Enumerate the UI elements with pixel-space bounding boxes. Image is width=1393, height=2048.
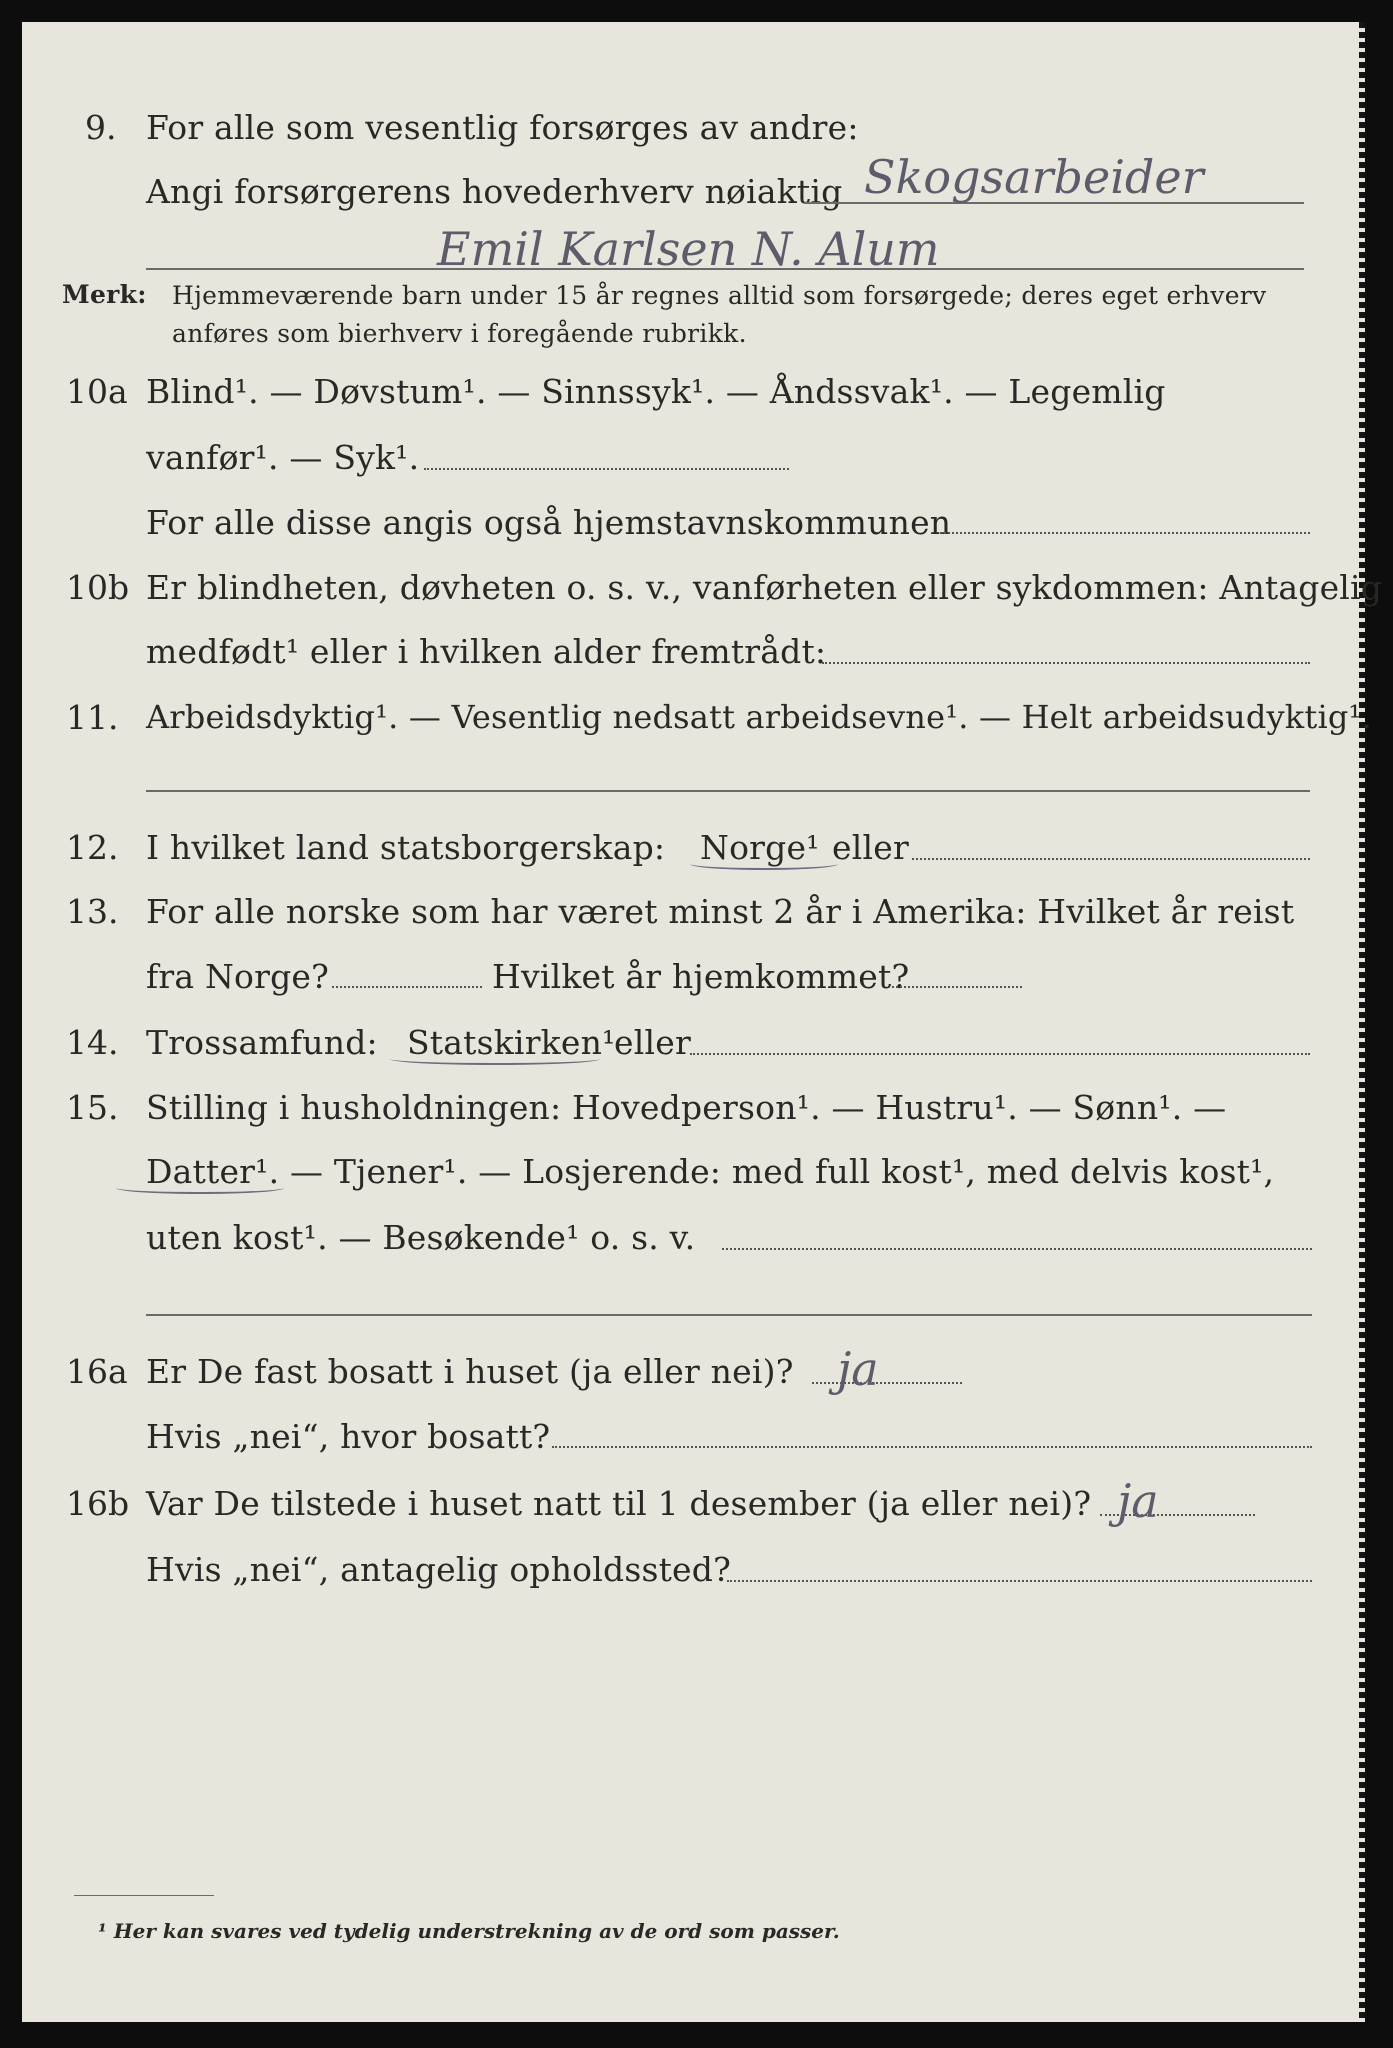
q14-answer-line — [690, 1053, 1310, 1055]
q14-statskirken-underline — [390, 1053, 600, 1065]
q9-line1: For alle som vesentlig forsørges av andre: — [146, 108, 859, 147]
q15-option-datter: Datter¹. — [146, 1152, 280, 1191]
q12-number: 12. — [66, 828, 119, 867]
q16b-handwritten-answer: ja — [1117, 1474, 1159, 1528]
q14-prefix: Trossamfund: — [146, 1023, 378, 1062]
perforated-edge — [1359, 22, 1365, 2022]
q10b-line2: medfødt¹ eller i hvilken alder fremtrådt: — [146, 632, 827, 671]
q16a-answer-line — [812, 1382, 962, 1384]
merk-label: Merk: — [62, 280, 147, 309]
q16a-number: 16a — [66, 1352, 128, 1391]
q9-number: 9. — [85, 108, 117, 147]
q11-answer-line — [146, 790, 1310, 792]
footnote-text: ¹ Her kan svares ved tydelig understrekning av de ord som passer. — [98, 1919, 840, 1943]
q13-reist-line — [332, 986, 482, 988]
q10a-line1: Blind¹. — Døvstum¹. — Sinnssyk¹. — Åndssvak¹. — Legemlig — [146, 372, 1166, 411]
q15-extra-line — [146, 1314, 1312, 1316]
q15-line1: Stilling i husholdningen: Hovedperson¹. — Hustru¹. — Sønn¹. — — [146, 1088, 1227, 1127]
q13-line1: For alle norske som har været minst 2 år i Amerika: Hvilket år reist — [146, 892, 1295, 931]
footnote-rule — [74, 1895, 214, 1896]
q10a-line2: vanfør¹. — Syk¹. — [146, 438, 420, 477]
merk-line1: Hjemmeværende barn under 15 år regnes alltid som forsørgede; deres eget erhverv — [172, 281, 1267, 310]
q9-line2: Angi forsørgerens hovederhverv nøiaktig — [146, 172, 843, 211]
q15-datter-underline — [116, 1182, 284, 1194]
q16b-line1: Var De tilstede i huset natt til 1 desember (ja eller nei)? — [146, 1484, 1092, 1523]
q10a-number: 10a — [66, 372, 128, 411]
q10a-kommune-line — [940, 532, 1310, 534]
q10b-line1: Er blindheten, døvheten o. s. v., vanførheten eller sykdommen: Antagelig — [146, 568, 1383, 607]
q9-handwritten-occupation: Skogsarbeider — [864, 150, 1204, 204]
q11-number: 11. — [66, 698, 119, 737]
q14-suffix: eller — [614, 1023, 691, 1062]
merk-line2: anføres som bierhverv i foregående rubrikk. — [172, 319, 747, 348]
q15-answer-line — [722, 1248, 1312, 1250]
q13-line2b: Hvilket år hjemkommet? — [492, 957, 910, 996]
q15-number: 15. — [66, 1088, 119, 1127]
q14-number: 14. — [66, 1023, 119, 1062]
census-form-page — [22, 22, 1383, 2022]
q10a-line3: For alle disse angis også hjemstavnskommunen — [146, 503, 952, 542]
q16a-line2: Hvis „nei“, hvor bosatt? — [146, 1417, 551, 1456]
q16b-number: 16b — [66, 1484, 130, 1523]
q16a-bosatt-line — [552, 1446, 1312, 1448]
q13-line2a: fra Norge? — [146, 957, 330, 996]
q10a-syk-line — [424, 468, 789, 470]
q16a-handwritten-answer: ja — [837, 1342, 879, 1396]
q12-suffix: eller — [832, 828, 909, 867]
q12-answer-line — [912, 858, 1310, 860]
q16b-opholdssted-line — [727, 1580, 1312, 1582]
q14-option-statskirken: Statskirken¹ — [407, 1023, 616, 1062]
q12-prefix: I hvilket land statsborgerskap: — [146, 828, 666, 867]
q15-line2b: — Tjener¹. — Losjerende: med full kost¹, med delvis kost¹, — [290, 1152, 1275, 1191]
q16a-line1: Er De fast bosatt i huset (ja eller nei)? — [146, 1352, 794, 1391]
q13-hjemkommet-line — [892, 986, 1022, 988]
q15-line3: uten kost¹. — Besøkende¹ o. s. v. — [146, 1218, 696, 1257]
q13-number: 13. — [66, 892, 119, 931]
q9-handwritten-name: Emil Karlsen N. Alum — [437, 222, 940, 276]
q12-option-norge: Norge¹ — [700, 828, 820, 867]
q11-line1: Arbeidsdyktig¹. — Vesentlig nedsatt arbeidsevne¹. — Helt arbeidsudyktig¹. — [146, 698, 1372, 736]
q12-norge-underline — [690, 858, 838, 870]
q10b-answer-line — [822, 662, 1310, 664]
q16b-line2: Hvis „nei“, antagelig opholdssted? — [146, 1550, 731, 1589]
q10b-number: 10b — [66, 568, 130, 607]
